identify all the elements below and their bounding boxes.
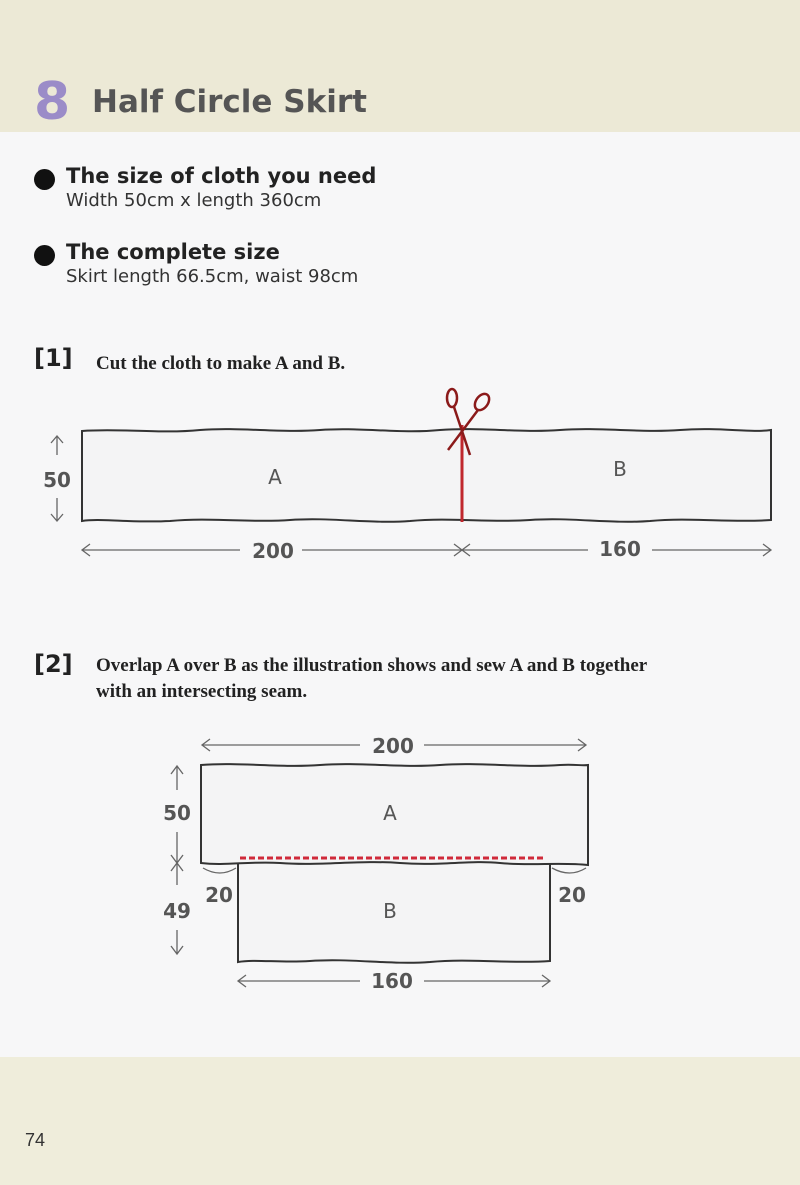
chapter-number: 8 bbox=[34, 72, 71, 132]
width-arrows bbox=[82, 544, 771, 556]
bullet-icon bbox=[34, 245, 55, 266]
cloth-rectangle bbox=[82, 429, 771, 522]
complete-size-heading: The complete size bbox=[66, 240, 280, 264]
step-2-text-line1: Overlap A over B as the illustration shows and sew A and B together bbox=[96, 655, 648, 676]
step-1-number: [1] bbox=[34, 344, 73, 372]
width-a-label: 200 bbox=[252, 539, 294, 563]
piece-b-label: B bbox=[613, 457, 627, 481]
height-label: 50 bbox=[43, 468, 71, 492]
step-2-text-line2: with an intersecting seam. bbox=[96, 681, 308, 702]
right-offset-label: 20 bbox=[558, 883, 586, 907]
height-arrows bbox=[171, 766, 183, 954]
width-a-label: 200 bbox=[372, 734, 414, 758]
bullet-icon bbox=[34, 169, 55, 190]
complete-size-detail: Skirt length 66.5cm, waist 98cm bbox=[66, 266, 359, 287]
page-number: 74 bbox=[25, 1130, 46, 1150]
width-b-label: 160 bbox=[371, 969, 413, 993]
step-2-diagram bbox=[0, 720, 800, 1010]
step-2-number: [2] bbox=[34, 650, 73, 678]
height-b-label: 49 bbox=[163, 899, 191, 923]
step-1-text: Cut the cloth to make A and B. bbox=[96, 353, 346, 374]
piece-a-label: A bbox=[383, 801, 397, 825]
cloth-size-heading: The size of cloth you need bbox=[66, 164, 377, 188]
page-title: Half Circle Skirt bbox=[92, 84, 367, 120]
width-b-label: 160 bbox=[599, 537, 641, 561]
left-offset-label: 20 bbox=[205, 883, 233, 907]
footer-band bbox=[0, 1057, 800, 1185]
height-a-label: 50 bbox=[163, 801, 191, 825]
piece-b-label: B bbox=[383, 899, 397, 923]
step-1-diagram bbox=[0, 380, 800, 580]
piece-a-label: A bbox=[268, 465, 282, 489]
cloth-size-detail: Width 50cm x length 360cm bbox=[66, 190, 322, 211]
